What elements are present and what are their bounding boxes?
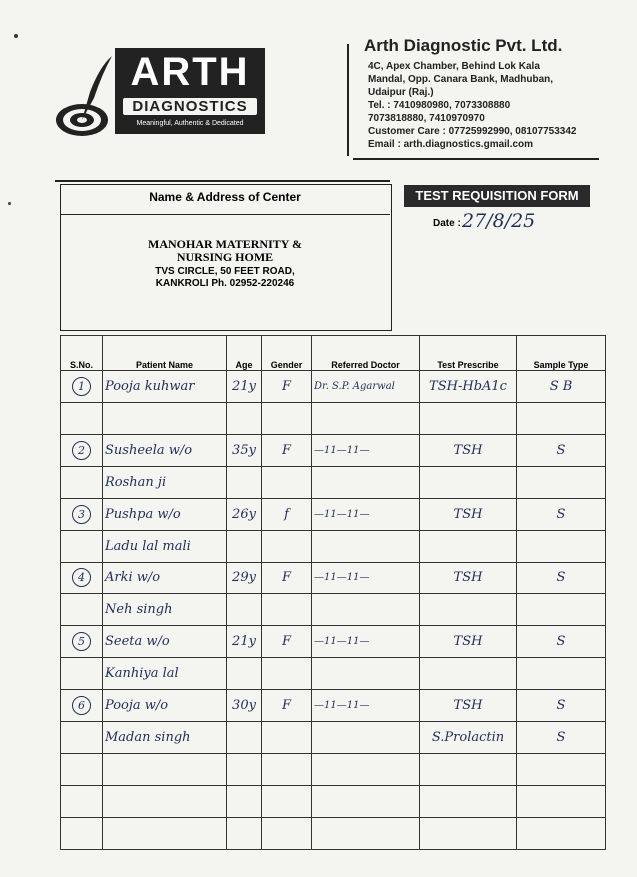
cell-sample-type: S <box>517 434 606 466</box>
form-title: TEST REQUISITION FORM <box>404 185 590 207</box>
cell-patient-name <box>103 754 227 786</box>
header-sample-type: Sample Type <box>517 336 606 371</box>
center-name-line: MANOHAR MATERNITY & <box>148 237 302 251</box>
cell-gender <box>262 785 312 817</box>
serial-number: 4 <box>72 568 91 587</box>
company-address <box>368 60 577 151</box>
center-heading: Name & Address of Center <box>149 190 301 204</box>
table-row <box>61 722 606 754</box>
cell-test-prescribe <box>420 817 517 849</box>
paper-speck <box>14 34 18 38</box>
cell-gender <box>262 594 312 626</box>
table-row <box>61 562 606 594</box>
cell-age <box>227 722 262 754</box>
cell-sample-type <box>517 466 606 498</box>
cell-patient-name: Susheela w/o <box>103 434 227 466</box>
header-test-prescribe: Test Prescribe <box>420 336 517 371</box>
cell-gender <box>262 402 312 434</box>
cell-patient-name <box>103 817 227 849</box>
table-row <box>61 371 606 403</box>
cell-sample-type <box>517 817 606 849</box>
cell-sample-type <box>517 785 606 817</box>
cell-test-prescribe: S.Prolactin <box>420 722 517 754</box>
header-rule <box>353 158 599 160</box>
cell-patient-name: Pushpa w/o <box>103 498 227 530</box>
cell-patient-name: Pooja w/o <box>103 690 227 722</box>
cell-patient-name: Madan singh <box>103 722 227 754</box>
header-patient-name: Patient Name <box>103 336 227 371</box>
cell-sno <box>61 371 103 403</box>
cell-sno <box>61 817 103 849</box>
cell-sno <box>61 466 103 498</box>
cell-age: 21y <box>227 371 262 403</box>
cell-referred-doctor <box>312 785 420 817</box>
cell-referred-doctor <box>312 402 420 434</box>
logo-tagline: Meaningful, Authentic & Dedicated <box>136 120 244 127</box>
cell-age: 30y <box>227 690 262 722</box>
paper-speck <box>8 202 11 205</box>
center-address-stamp <box>60 266 390 290</box>
cell-test-prescribe: TSH <box>420 498 517 530</box>
cell-referred-doctor: —11—11— <box>312 434 420 466</box>
cell-age: 21y <box>227 626 262 658</box>
cell-gender: F <box>262 626 312 658</box>
cell-sample-type: S B <box>517 371 606 403</box>
cell-sample-type <box>517 754 606 786</box>
cell-age: 35y <box>227 434 262 466</box>
serial-number: 2 <box>72 441 91 460</box>
table-row <box>61 658 606 690</box>
cell-patient-name: Neh singh <box>103 594 227 626</box>
cell-sno <box>61 658 103 690</box>
logo-subtitle: DIAGNOSTICS <box>123 98 257 115</box>
cell-age <box>227 785 262 817</box>
table-row <box>61 402 606 434</box>
cell-sample-type: S <box>517 626 606 658</box>
patient-register-table <box>60 335 606 850</box>
cell-sno <box>61 754 103 786</box>
cell-sno <box>61 562 103 594</box>
cell-patient-name: Ladu lal mali <box>103 530 227 562</box>
address-line: 4C, Apex Chamber, Behind Lok Kala <box>368 61 540 72</box>
table-row <box>61 626 606 658</box>
cell-gender: F <box>262 562 312 594</box>
cell-age <box>227 658 262 690</box>
date-value: 27/8/25 <box>462 210 536 232</box>
cell-age: 26y <box>227 498 262 530</box>
cell-gender <box>262 466 312 498</box>
address-line: Customer Care : 07725992990, 08107753342 <box>368 126 577 137</box>
address-line: Mandal, Opp. Canara Bank, Madhuban, <box>368 74 554 85</box>
cell-patient-name: Kanhiya lal <box>103 658 227 690</box>
cell-sample-type: S <box>517 498 606 530</box>
table-row <box>61 785 606 817</box>
cell-referred-doctor <box>312 530 420 562</box>
cell-sample-type <box>517 594 606 626</box>
cell-sample-type: S <box>517 690 606 722</box>
cell-gender <box>262 658 312 690</box>
cell-sno <box>61 594 103 626</box>
cell-age <box>227 754 262 786</box>
cell-gender <box>262 722 312 754</box>
cell-age: 29y <box>227 562 262 594</box>
cell-referred-doctor: Dr. S.P. Agarwal <box>312 371 420 403</box>
cell-referred-doctor <box>312 658 420 690</box>
cell-sample-type <box>517 530 606 562</box>
cell-patient-name: Roshan ji <box>103 466 227 498</box>
table-row <box>61 690 606 722</box>
header-referred-doctor: Referred Doctor <box>312 336 420 371</box>
address-line: Udaipur (Raj.) <box>368 87 434 98</box>
cell-test-prescribe: TSH <box>420 434 517 466</box>
center-address-line: TVS CIRCLE, 50 FEET ROAD, <box>155 266 295 277</box>
cell-sample-type: S <box>517 562 606 594</box>
cell-referred-doctor <box>312 722 420 754</box>
table-row <box>61 466 606 498</box>
cell-age <box>227 530 262 562</box>
cell-test-prescribe <box>420 785 517 817</box>
cell-age <box>227 817 262 849</box>
cell-referred-doctor <box>312 594 420 626</box>
cell-sno <box>61 498 103 530</box>
cell-sno <box>61 626 103 658</box>
table-row <box>61 530 606 562</box>
cell-referred-doctor <box>312 754 420 786</box>
company-name: Arth Diagnostic Pvt. Ltd. <box>364 36 563 55</box>
cell-patient-name: Seeta w/o <box>103 626 227 658</box>
cell-referred-doctor: —11—11— <box>312 562 420 594</box>
date-label: Date : <box>433 218 461 229</box>
cell-test-prescribe <box>420 658 517 690</box>
cell-test-prescribe: TSH <box>420 690 517 722</box>
cell-test-prescribe <box>420 466 517 498</box>
section-rule <box>55 180 390 182</box>
cell-sample-type <box>517 402 606 434</box>
cell-test-prescribe <box>420 754 517 786</box>
table-row <box>61 434 606 466</box>
address-line: 7073818880, 7410970970 <box>368 113 485 124</box>
cell-sno <box>61 690 103 722</box>
cell-gender: f <box>262 498 312 530</box>
cell-sno <box>61 785 103 817</box>
center-name-line: NURSING HOME <box>176 250 274 264</box>
cell-sno <box>61 434 103 466</box>
serial-number: 1 <box>72 377 91 396</box>
cell-test-prescribe <box>420 594 517 626</box>
cell-gender: F <box>262 690 312 722</box>
header-divider <box>347 44 349 156</box>
brand-logo <box>115 48 265 134</box>
table-row <box>61 817 606 849</box>
serial-number: 6 <box>72 696 91 715</box>
cell-referred-doctor: —11—11— <box>312 498 420 530</box>
cell-patient-name: Pooja kuhwar <box>103 371 227 403</box>
cell-sno <box>61 530 103 562</box>
cell-sno <box>61 722 103 754</box>
serial-number: 5 <box>72 632 91 651</box>
cell-test-prescribe: TSH-HbA1c <box>420 371 517 403</box>
cell-test-prescribe <box>420 402 517 434</box>
cell-gender: F <box>262 434 312 466</box>
serial-number: 3 <box>72 505 91 524</box>
table-row <box>61 594 606 626</box>
logo-brand-text: ARTH <box>130 50 250 94</box>
cell-sample-type: S <box>517 722 606 754</box>
cell-referred-doctor: —11—11— <box>312 690 420 722</box>
cell-referred-doctor: —11—11— <box>312 626 420 658</box>
header-gender: Gender <box>262 336 312 371</box>
table-body <box>61 371 606 850</box>
cell-test-prescribe <box>420 530 517 562</box>
cell-gender: F <box>262 371 312 403</box>
address-line: Tel. : 7410980980, 7073308880 <box>368 100 511 111</box>
target-logo-icon <box>52 52 122 142</box>
center-box-divider <box>60 214 390 215</box>
cell-sample-type <box>517 658 606 690</box>
cell-age <box>227 466 262 498</box>
cell-age <box>227 594 262 626</box>
header-age: Age <box>227 336 262 371</box>
header-sno: S.No. <box>61 336 103 371</box>
center-address-line: KANKROLI Ph. 02952-220246 <box>155 278 295 289</box>
cell-gender <box>262 817 312 849</box>
cell-test-prescribe: TSH <box>420 626 517 658</box>
center-name-stamp <box>60 238 390 264</box>
address-line: Email : arth.diagnostics.gmail.com <box>368 139 534 150</box>
cell-patient-name: Arki w/o <box>103 562 227 594</box>
cell-patient-name <box>103 785 227 817</box>
cell-patient-name <box>103 402 227 434</box>
table-row <box>61 754 606 786</box>
cell-gender <box>262 754 312 786</box>
cell-sno <box>61 402 103 434</box>
table-header-row <box>61 336 606 371</box>
cell-referred-doctor <box>312 466 420 498</box>
cell-age <box>227 402 262 434</box>
table-row <box>61 498 606 530</box>
cell-gender <box>262 530 312 562</box>
cell-test-prescribe: TSH <box>420 562 517 594</box>
cell-referred-doctor <box>312 817 420 849</box>
